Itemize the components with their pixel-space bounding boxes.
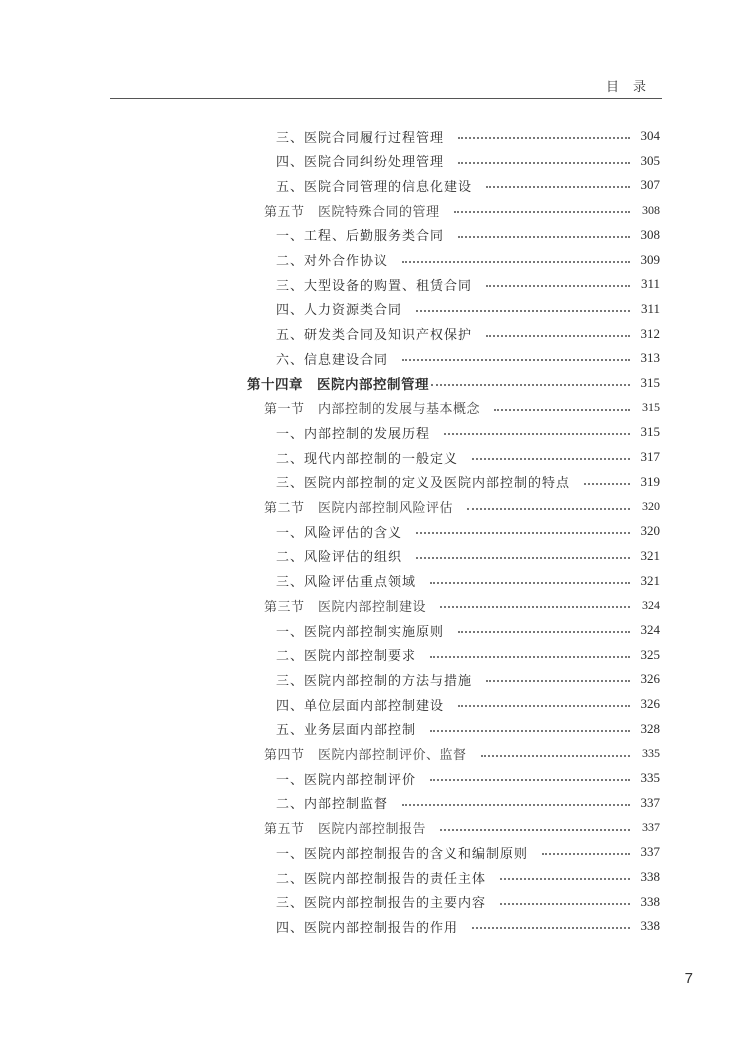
- dot-leader: [486, 285, 630, 287]
- dot-leader: [584, 483, 630, 485]
- toc-entry-title: 第一节 内部控制的发展与基本概念: [264, 401, 481, 417]
- toc-entry-title: 一、医院内部控制实施原则: [276, 624, 445, 640]
- toc-entry-title: 第十四章 医院内部控制管理: [247, 377, 429, 393]
- toc-item-row: [276, 766, 660, 790]
- toc-item-row: [276, 173, 660, 197]
- toc-entry-page: 315: [640, 375, 660, 390]
- toc-entry-page: 308: [640, 226, 660, 242]
- toc-entry-title: 第四节 医院内部控制评价、监督: [264, 747, 467, 762]
- toc-entry-page: 309: [640, 251, 660, 267]
- toc-item-row: [276, 445, 660, 469]
- toc-entry-page: 315: [642, 400, 660, 415]
- toc-section-row: [264, 816, 660, 840]
- dot-leader: [467, 508, 630, 510]
- toc-item-row: [276, 149, 660, 173]
- toc-item-row: [276, 692, 660, 716]
- toc-section-row: [264, 593, 660, 617]
- toc-entry-title: 一、医院内部控制评价: [276, 772, 417, 788]
- page-number: 7: [684, 970, 693, 987]
- toc-entry-title: 三、大型设备的购置、租赁合同: [276, 278, 473, 294]
- toc-item-row: [276, 272, 660, 296]
- dot-leader: [430, 779, 630, 781]
- dot-leader: [500, 903, 630, 905]
- dot-leader: [486, 186, 630, 188]
- toc-entry-title: 一、医院内部控制报告的含义和编制原则: [276, 846, 529, 862]
- toc-entry-page: 321: [640, 547, 660, 563]
- toc-entry-title: 第二节 医院内部控制风险评估: [264, 500, 454, 515]
- toc-entry-title: 五、医院合同管理的信息化建设: [276, 179, 473, 195]
- toc-item-row: [276, 840, 660, 864]
- toc-entry-title: 二、风险评估的组织: [276, 550, 403, 566]
- toc-item-row: [276, 248, 660, 272]
- toc-entry-page: 319: [640, 473, 660, 489]
- toc-entry-title: 三、医院内部控制的方法与措施: [276, 673, 473, 689]
- toc-section-row: [264, 396, 660, 420]
- dot-leader: [440, 606, 630, 608]
- dot-leader: [481, 755, 630, 757]
- toc-entry-title: 四、医院内部控制报告的作用: [276, 920, 459, 936]
- toc-item-row: [276, 223, 660, 247]
- toc-section-row: [264, 198, 660, 222]
- dot-leader: [486, 680, 630, 682]
- toc-entry-page: 338: [640, 893, 660, 909]
- dot-leader: [430, 582, 630, 584]
- dot-leader: [430, 656, 630, 658]
- toc-entry-page: 304: [640, 128, 660, 143]
- dot-leader: [416, 532, 630, 534]
- toc-entry-title: 二、医院内部控制要求: [276, 649, 417, 665]
- dot-leader: [402, 261, 630, 263]
- toc-entry-page: 311: [640, 300, 660, 316]
- toc-item-row: [276, 890, 660, 914]
- toc-entry-title: 一、内部控制的发展历程: [276, 426, 431, 442]
- dot-leader: [440, 829, 630, 831]
- dot-leader: [402, 804, 630, 806]
- dot-leader: [458, 137, 630, 139]
- toc-entry-page: 338: [640, 869, 660, 884]
- dot-leader: [458, 236, 630, 238]
- toc-entry-page: 320: [640, 523, 660, 539]
- toc-entry-page: 337: [640, 844, 660, 860]
- toc-item-row: [276, 420, 660, 444]
- toc-item-row: [276, 914, 660, 938]
- dot-leader: [472, 927, 630, 929]
- header-rule: [110, 98, 662, 99]
- toc-entry-page: 335: [640, 770, 660, 786]
- toc-item-row: [276, 346, 660, 370]
- toc-entry-page: 313: [640, 350, 660, 366]
- toc-item-row: [276, 569, 660, 593]
- toc-item-row: [276, 297, 660, 321]
- toc-entry-page: 335: [642, 746, 660, 760]
- toc-entry-page: 311: [640, 276, 660, 292]
- toc-entry-page: 326: [640, 671, 660, 687]
- toc-entry-title: 二、医院内部控制报告的责任主体: [276, 871, 487, 887]
- toc-section-row: [264, 742, 660, 766]
- dot-leader: [430, 730, 630, 732]
- toc-entry-title: 三、医院合同履行过程管理: [276, 130, 445, 146]
- toc-entry-page: 325: [640, 646, 660, 662]
- toc-item-row: [276, 643, 660, 667]
- toc-entry-page: 321: [640, 572, 660, 588]
- toc-entry-page: 315: [640, 424, 660, 440]
- dot-leader: [402, 359, 630, 361]
- toc-entry-title: 三、医院内部控制报告的主要内容: [276, 896, 487, 912]
- toc-entry-page: 326: [640, 696, 660, 712]
- toc-entry-title: 五、业务层面内部控制: [276, 723, 417, 739]
- toc-item-row: [276, 322, 660, 346]
- toc-item-row: [276, 717, 660, 741]
- toc-entry-page: 308: [642, 202, 660, 217]
- toc-entry-page: 307: [640, 177, 660, 193]
- toc-entry-page: 324: [642, 597, 660, 612]
- toc-entry-title: 四、医院合同纠纷处理管理: [276, 155, 445, 171]
- toc-entry-page: 338: [640, 918, 660, 934]
- toc-item-row: [276, 470, 660, 494]
- toc-entry-page: 320: [642, 499, 660, 513]
- toc-entry-title: 一、风险评估的含义: [276, 525, 403, 541]
- toc-entry-page: 337: [642, 820, 660, 835]
- toc-entry-title: 六、信息建设合同: [276, 352, 389, 368]
- toc-entry-title: 四、人力资源类合同: [276, 303, 403, 319]
- dot-leader: [486, 335, 630, 337]
- toc-item-row: [276, 618, 660, 642]
- dot-leader: [472, 458, 630, 460]
- toc-entry-title: 二、内部控制监督: [276, 797, 389, 813]
- toc-entry-title: 第五节 医院特殊合同的管理: [264, 203, 440, 219]
- toc-entry-title: 第三节 医院内部控制建设: [264, 598, 427, 614]
- dot-leader: [500, 878, 630, 880]
- toc-entry-page: 317: [640, 449, 660, 465]
- dot-leader: [494, 409, 630, 411]
- dot-leader: [416, 310, 630, 312]
- toc-entry-page: 324: [640, 622, 660, 637]
- toc-item-row: [276, 519, 660, 543]
- toc-entry-page: 312: [640, 325, 660, 341]
- toc-entry-page: 305: [640, 152, 660, 168]
- toc-item-row: [276, 791, 660, 815]
- dot-leader: [416, 557, 630, 559]
- toc-entry-page: 337: [640, 794, 660, 810]
- toc-entry-page: 328: [640, 720, 660, 736]
- toc-entry-title: 二、对外合作协议: [276, 254, 389, 269]
- dot-leader: [542, 853, 630, 855]
- toc-entry-title: 二、现代内部控制的一般定义: [276, 451, 459, 467]
- dot-leader: [458, 631, 630, 633]
- toc-entry-title: 五、研发类合同及知识产权保护: [276, 328, 473, 344]
- toc-item-row: [276, 865, 660, 889]
- dot-leader: [458, 162, 630, 164]
- toc-entry-title: 第五节 医院内部控制报告: [264, 821, 427, 837]
- dot-leader: [458, 705, 630, 707]
- running-header-title: 目录: [605, 80, 660, 95]
- toc-section-row: [264, 495, 660, 519]
- toc-item-row: [276, 667, 660, 691]
- toc-entry-title: 一、工程、后勤服务类合同: [276, 229, 445, 245]
- toc-entry-title: 三、医院内部控制的定义及医院内部控制的特点: [276, 476, 571, 492]
- dot-leader: [431, 384, 630, 386]
- toc-entry-title: 三、风险评估重点领域: [276, 575, 417, 591]
- dot-leader: [454, 211, 630, 213]
- toc-item-row: [276, 124, 660, 148]
- toc-entry-title: 四、单位层面内部控制建设: [276, 698, 445, 714]
- toc-item-row: [276, 544, 660, 568]
- dot-leader: [444, 433, 630, 435]
- toc-chapter-row: [247, 371, 660, 395]
